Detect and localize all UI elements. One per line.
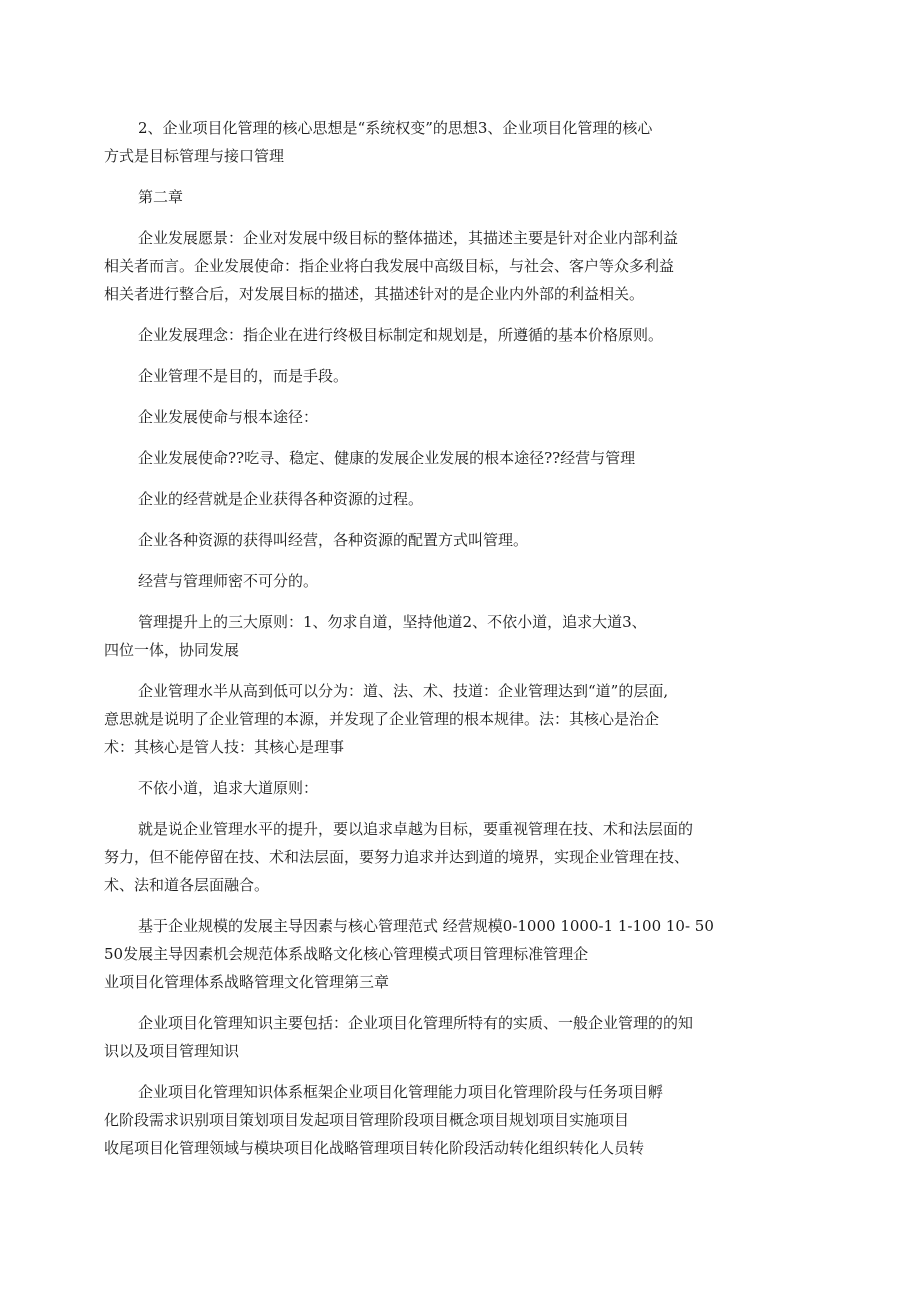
text-line: 50发展主导因素机会规范体系战略文化核心管理模式项目管理标准管理企 xyxy=(104,945,589,963)
paragraph xyxy=(104,183,754,211)
text-line: 企业的经营就是企业获得各种资源的过程。 xyxy=(138,490,424,508)
text-line: 企业发展使命与根本途径： xyxy=(138,408,319,426)
paragraph xyxy=(104,1078,754,1162)
paragraph xyxy=(104,485,754,513)
text-line: 不依小道，追求大道原则： xyxy=(138,779,319,797)
text-line: 企业发展愿景：企业对发展中级目标的整体描述，其描述主要是针对企业内部利益 xyxy=(138,229,679,247)
paragraph xyxy=(104,1009,754,1065)
text-line: 企业项目化管理知识主要包括：企业项目化管理所特有的实质、一般企业管理的的知 xyxy=(138,1014,694,1032)
paragraph xyxy=(104,114,754,170)
text-line: 企业项目化管理知识体系框架企业项目化管理能力项目化管理阶段与任务项目孵 xyxy=(138,1083,664,1101)
text-line: 企业发展使命??吃寻、稳定、健康的发展企业发展的根本途径??经营与管理 xyxy=(138,449,636,467)
paragraph xyxy=(104,912,754,996)
text-line: 相关者进行整合后，对发展目标的描述，其描述针对的是企业内外部的利益相关。 xyxy=(104,285,645,303)
text-line: 意思就是说明了企业管理的本源，并发现了企业管理的根本规律。法：其核心是治企 xyxy=(104,710,660,728)
text-line: 经营与管理师密不可分的。 xyxy=(138,572,319,590)
paragraph xyxy=(104,567,754,595)
text-line: 2、企业项目化管理的核心思想是“系统权变”的思想3、企业项目化管理的核心 xyxy=(138,119,653,137)
text-line: 第二章 xyxy=(138,188,184,206)
text-line: 化阶段需求识别项目策划项目发起项目管理阶段项目概念项目规划项目实施项目 xyxy=(104,1111,630,1129)
text-line: 企业各种资源的获得叫经营，各种资源的配置方式叫管理。 xyxy=(138,531,529,549)
text-line: 基于企业规模的发展主导因素与核心管理范式 经营规模0-1000 1000-1 1-100 10- 50 xyxy=(138,917,714,935)
paragraph xyxy=(104,362,754,390)
text-line: 业项目化管理体系战略管理文化管理第三章 xyxy=(104,973,390,991)
paragraph xyxy=(104,224,754,308)
paragraph xyxy=(104,815,754,899)
text-line: 收尾项目化管理领域与模块项目化战略管理项目转化阶段活动转化组织转化人员转 xyxy=(104,1139,645,1157)
paragraph xyxy=(104,403,754,431)
paragraph xyxy=(104,608,754,664)
text-line: 方式是目标管理与接口管理 xyxy=(104,147,285,165)
text-line: 企业管理水半从高到低可以分为：道、法、术、技道：企业管理达到“道”的层面, xyxy=(138,682,669,700)
text-line: 相关者而言。企业发展使命：指企业将白我发展中高级目标，与社会、客户等众多利益 xyxy=(104,257,675,275)
text-line: 识以及项目管理知识 xyxy=(104,1042,240,1060)
text-line: 企业管理不是目的，而是手段。 xyxy=(138,367,349,385)
text-line: 术：其核心是管人技：其核心是理事 xyxy=(104,738,345,756)
text-line: 努力，但不能停留在技、术和法层面，要努力追求并达到道的境界，实现企业管理在技、 xyxy=(104,848,690,866)
text-line: 管理提升上的三大原则：1、勿求自道，坚持他道2、不依小道，追求大道3、 xyxy=(138,613,647,631)
paragraph xyxy=(104,321,754,349)
paragraph xyxy=(104,526,754,554)
text-line: 就是说企业管理水平的提升，要以追求卓越为目标，要重视管理在技、术和法层面的 xyxy=(138,820,694,838)
text-line: 术、法和道各层面融合。 xyxy=(104,876,270,894)
paragraph xyxy=(104,774,754,802)
text-line: 四位一体，协同发展 xyxy=(104,641,240,659)
paragraph xyxy=(104,444,754,472)
document-body xyxy=(104,114,754,1175)
paragraph xyxy=(104,677,754,761)
text-line: 企业发展理念：指企业在进行终极目标制定和规划是，所遵循的基本价格原则。 xyxy=(138,326,664,344)
